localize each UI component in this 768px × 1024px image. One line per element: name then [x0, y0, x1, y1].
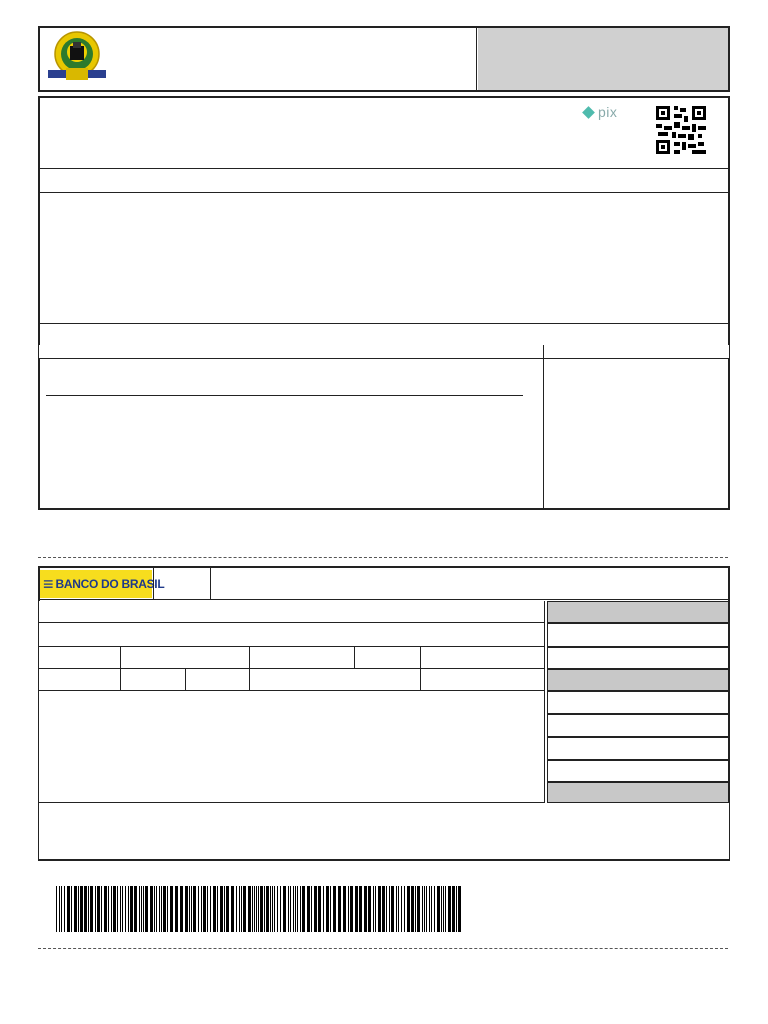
quantity-field — [250, 669, 421, 691]
bank-code-divider-left — [153, 567, 154, 600]
barcode-bar — [56, 886, 57, 932]
pix-table-header-right — [544, 345, 729, 359]
document-value-field — [547, 669, 729, 691]
barcode-bar — [429, 886, 430, 932]
barcode-bar — [333, 886, 336, 932]
barcode-bar — [373, 886, 374, 932]
amount-charged-field — [547, 782, 729, 803]
barcode-bar — [302, 886, 305, 932]
barcode-bar — [84, 886, 87, 932]
barcode-bar — [145, 886, 148, 932]
additions-field — [547, 760, 729, 782]
barcode-bar — [159, 886, 160, 932]
barcode-bar — [266, 886, 269, 932]
barcode-bar — [437, 886, 440, 932]
barcode-bar — [113, 886, 116, 932]
barcode-bar — [280, 886, 281, 932]
barcode-bar — [330, 886, 331, 932]
barcode-bar — [260, 886, 263, 932]
barcode-bar — [431, 886, 432, 932]
barcode-bar — [90, 886, 93, 932]
barcode-bar — [203, 886, 206, 932]
barcode-bar — [389, 886, 390, 932]
barcode-bar — [456, 886, 457, 932]
barcode-bar — [120, 886, 121, 932]
barcode-bar — [424, 886, 425, 932]
document-number-field — [121, 647, 250, 669]
barcode-bar — [382, 886, 385, 932]
due-date-field — [547, 601, 729, 623]
barcode-bar — [295, 886, 296, 932]
acceptance-field — [355, 647, 421, 669]
barcode-bar — [104, 886, 107, 932]
barcode-bar — [198, 886, 199, 932]
barcode-bar — [293, 886, 294, 932]
deductions-field — [547, 714, 729, 737]
bank-header-rule — [39, 599, 729, 600]
barcode-bar — [101, 886, 102, 932]
our-number-field — [547, 647, 729, 669]
barcode-bar — [311, 886, 312, 932]
barcode-bar — [64, 886, 65, 932]
pix-section — [38, 96, 730, 510]
barcode-bar — [231, 886, 234, 932]
pix-label: pix — [598, 104, 618, 120]
barcode-bar — [71, 886, 72, 932]
barcode-bar — [441, 886, 442, 932]
barcode-bar — [170, 886, 173, 932]
barcode-bar — [210, 886, 211, 932]
pix-rule-1 — [39, 168, 729, 169]
barcode-bar — [264, 886, 265, 932]
barcode-bar — [422, 886, 423, 932]
barcode-bar — [458, 886, 461, 932]
barcode-bar — [163, 886, 166, 932]
barcode-bar — [248, 886, 251, 932]
barcode-bar — [318, 886, 321, 932]
barcode-bar — [407, 886, 410, 932]
bank-mark-icon: ≡ — [43, 574, 54, 594]
barcode-bar — [243, 886, 246, 932]
barcode-bar — [258, 886, 259, 932]
barcode-bar — [201, 886, 202, 932]
barcode-bar — [130, 886, 133, 932]
barcode-bar — [338, 886, 341, 932]
portfolio-field — [121, 669, 186, 691]
barcode-bar — [391, 886, 394, 932]
municipal-seal-icon — [46, 30, 108, 82]
discount-field — [547, 691, 729, 714]
barcode-bar — [95, 886, 96, 932]
barcode-bar — [139, 886, 140, 932]
barcode-bar — [252, 886, 253, 932]
barcode-bar — [445, 886, 446, 932]
document-date-field — [39, 647, 121, 669]
barcode-bar — [141, 886, 142, 932]
barcode-bar — [220, 886, 223, 932]
barcode-bar — [307, 886, 310, 932]
penalty-field — [547, 737, 729, 760]
barcode-bar — [355, 886, 358, 932]
qr-code-icon — [656, 106, 706, 154]
barcode-bar — [256, 886, 257, 932]
barcode-bar — [364, 886, 367, 932]
pix-logo — [584, 104, 617, 120]
barcode-bar — [224, 886, 225, 932]
barcode-bar — [426, 886, 427, 932]
barcode-bar — [189, 886, 190, 932]
barcode-bar — [108, 886, 109, 932]
barcode-bar — [78, 886, 79, 932]
pix-rule-2 — [39, 192, 729, 193]
pix-signature-line — [46, 395, 523, 396]
barcode-bar — [323, 886, 324, 932]
agency-code-field — [547, 623, 729, 647]
barcode-bar — [143, 886, 144, 932]
barcode-bar — [314, 886, 317, 932]
cut-line-bottom — [38, 948, 728, 949]
barcode-bar — [359, 886, 362, 932]
barcode-bar — [154, 886, 155, 932]
barcode-bar — [254, 886, 255, 932]
barcode-bar — [175, 886, 178, 932]
bank-use-field — [39, 669, 121, 691]
barcode-bar — [80, 886, 83, 932]
barcode-bar — [274, 886, 275, 932]
document-type-field — [250, 647, 355, 669]
barcode-bar — [290, 886, 291, 932]
barcode-bar — [191, 886, 192, 932]
barcode-bar — [348, 886, 349, 932]
barcode-bar — [239, 886, 240, 932]
bank-code-divider-right — [210, 567, 211, 600]
barcode-bar — [401, 886, 402, 932]
payment-place-field — [39, 601, 545, 623]
barcode-bar — [241, 886, 242, 932]
barcode-bar — [117, 886, 118, 932]
barcode-bar — [396, 886, 397, 932]
beneficiary-field — [39, 623, 545, 647]
barcode-bar — [398, 886, 399, 932]
barcode-bar — [297, 886, 298, 932]
barcode-bar — [207, 886, 208, 932]
barcode-bar — [193, 886, 196, 932]
barcode-bar — [111, 886, 112, 932]
barcode — [56, 886, 462, 932]
barcode-bar — [272, 886, 273, 932]
bank-name: BANCO DO BRASIL — [55, 577, 165, 591]
barcode-bar — [180, 886, 183, 932]
cut-line-top — [38, 557, 728, 558]
header-divider — [476, 27, 477, 91]
barcode-bar — [61, 886, 62, 932]
barcode-bar — [156, 886, 157, 932]
barcode-bar — [125, 886, 126, 932]
barcode-bar — [288, 886, 289, 932]
barcode-bar — [411, 886, 414, 932]
barcode-bar — [443, 886, 444, 932]
barcode-bar — [270, 886, 271, 932]
payer-field — [39, 803, 729, 859]
barcode-bar — [122, 886, 123, 932]
pix-diamond-icon — [582, 106, 595, 119]
barcode-bar — [185, 886, 188, 932]
currency-field — [186, 669, 250, 691]
unit-value-field — [421, 669, 545, 691]
barcode-bar — [167, 886, 168, 932]
barcode-bar — [236, 886, 237, 932]
barcode-bar — [404, 886, 405, 932]
barcode-bar — [452, 886, 455, 932]
instructions-field — [39, 691, 545, 803]
header-shaded-panel — [478, 28, 728, 90]
processing-date-field — [421, 647, 545, 669]
barcode-bar — [368, 886, 371, 932]
pix-table-divider — [543, 345, 544, 509]
barcode-bar — [277, 886, 278, 932]
barcode-bar — [88, 886, 89, 932]
barcode-bar — [343, 886, 346, 932]
barcode-bar — [417, 886, 420, 932]
barcode-bar — [213, 886, 216, 932]
barcode-bar — [448, 886, 451, 932]
banco-do-brasil-logo-icon — [40, 570, 165, 598]
barcode-bar — [415, 886, 416, 932]
barcode-bar — [97, 886, 100, 932]
barcode-bar — [217, 886, 218, 932]
barcode-bar — [226, 886, 229, 932]
barcode-bar — [161, 886, 162, 932]
barcode-bar — [283, 886, 286, 932]
barcode-bar — [434, 886, 435, 932]
barcode-bar — [74, 886, 77, 932]
barcode-bar — [375, 886, 376, 932]
barcode-bar — [134, 886, 137, 932]
pix-table-header-left — [39, 345, 544, 359]
barcode-bar — [67, 886, 70, 932]
barcode-bar — [326, 886, 329, 932]
barcode-bar — [378, 886, 381, 932]
barcode-bar — [300, 886, 301, 932]
barcode-bar — [350, 886, 353, 932]
barcode-bar — [128, 886, 129, 932]
pix-rule-3 — [39, 323, 729, 324]
barcode-bar — [59, 886, 60, 932]
barcode-bar — [150, 886, 153, 932]
barcode-bar — [386, 886, 387, 932]
